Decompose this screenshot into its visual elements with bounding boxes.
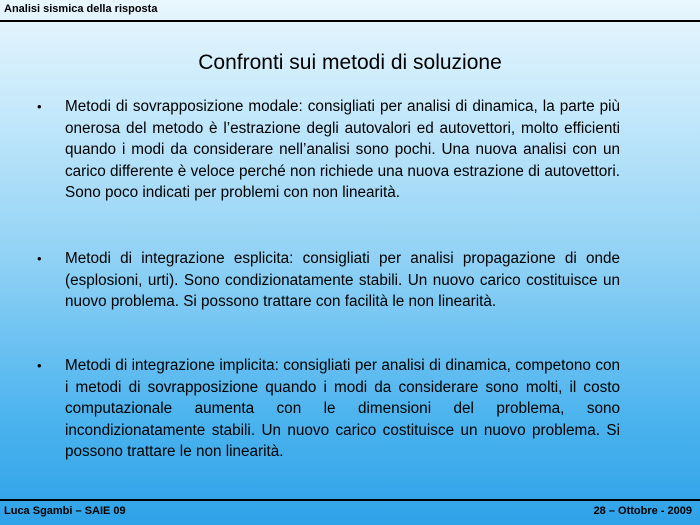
header-divider (0, 20, 700, 22)
bullet-text-implicit: Metodi di integrazione implicita: consigliati per analisi di dinamica, competono con i metodi di sovrapposizione quando i modi da considerare sono molti, il costo computazionale aumenta con le dimensioni del problema, sono incondizionatamente stabili. Un nuovo carico costituisce un nuovo problema. Si possono trattare le non linearità. (65, 357, 620, 460)
footer-date: 28 – Ottobre - 2009 (593, 505, 692, 517)
header-title: Analisi sismica della risposta (4, 3, 158, 15)
bullet-marker: • (37, 358, 42, 373)
footer-divider (0, 499, 700, 501)
bullet-marker: • (37, 251, 42, 266)
bullet-marker: • (37, 99, 42, 114)
bullet-text-modal: Metodi di sovrapposizione modale: consigliati per analisi di dinamica, la parte più onerosa del metodo è l’estrazione degli autovalori ed autovettori, molto efficienti quando i modi da considerare nell’analisi sono pochi. Una nuova analisi con un carico differente è veloce perché non richiede una nuova estrazione di autovettori. Sono poco indicati per problemi con non linearità. (65, 98, 621, 201)
bullet-text-explicit: Metodi di integrazione esplicita: consigliati per analisi propagazione di onde (esplosioni, urti). Sono condizionatamente stabili. Un nuovo carico costituisce un nuovo problema. Si possono trattare con facilità le non linearità. (65, 250, 620, 310)
slide-title: Confronti sui metodi di soluzione (198, 51, 502, 74)
footer-author: Luca Sgambi – SAIE 09 (4, 505, 126, 517)
